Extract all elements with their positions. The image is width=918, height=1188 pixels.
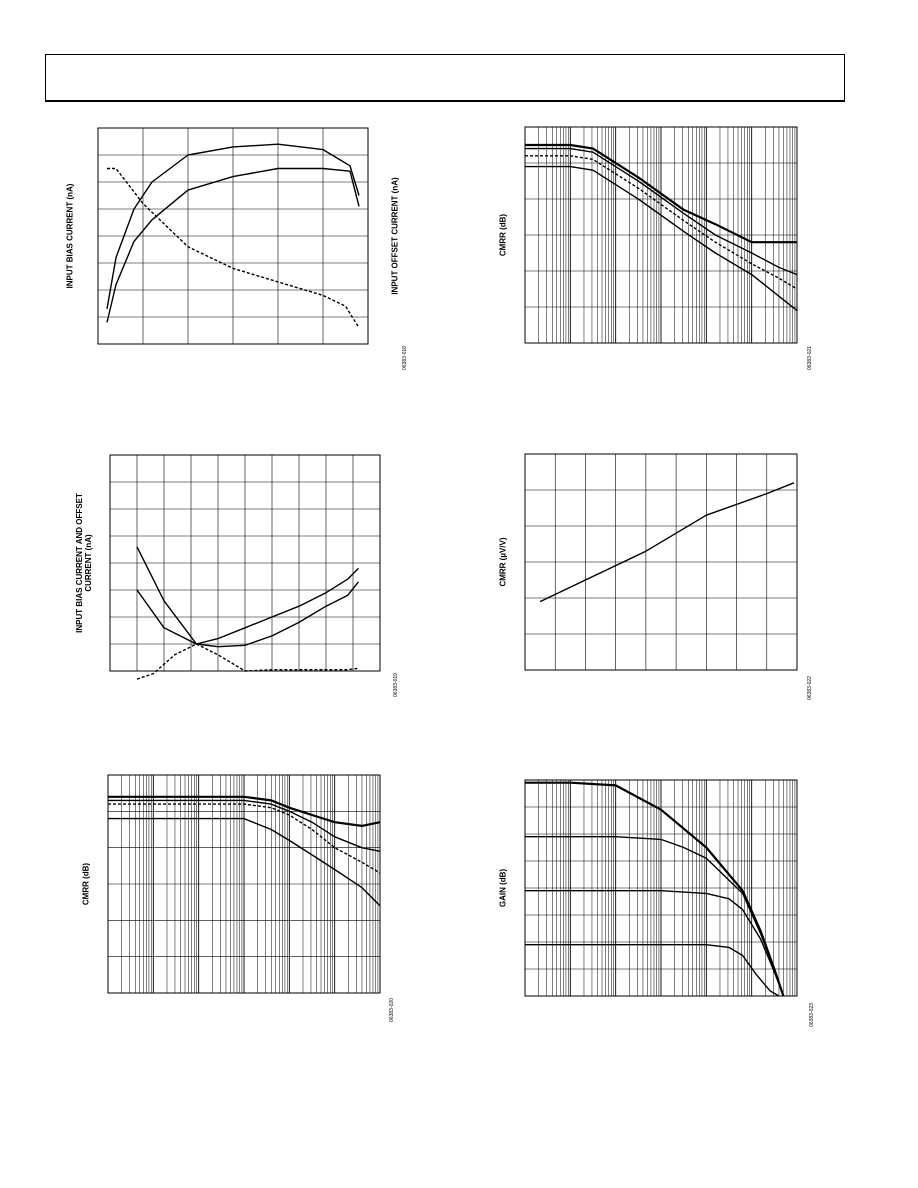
chart-cmrr-uvv bbox=[525, 454, 797, 670]
series-line-3 bbox=[137, 644, 358, 679]
series-line-2 bbox=[137, 582, 358, 647]
chart-5-figure-code: 06383-022 bbox=[807, 676, 813, 700]
chart-6-figure-code: 06383-023 bbox=[809, 1003, 815, 1027]
chart-2-figure-code: 06383-019 bbox=[393, 673, 399, 697]
series-line-1 bbox=[137, 547, 358, 644]
chart-1-figure-code: 06383-018 bbox=[402, 346, 408, 370]
chart-gain-frequency bbox=[525, 780, 797, 996]
chart-cmrr-frequency-2 bbox=[525, 127, 797, 343]
chart-3-figure-code: 06383-020 bbox=[389, 998, 395, 1022]
chart-1-ylabel: INPUT BIAS CURRENT (nA) bbox=[65, 183, 75, 289]
chart-4-ylabel: CMRR (dB) bbox=[498, 213, 508, 257]
chart-1-y2label: INPUT OFFSET CURRENT (nA) bbox=[390, 177, 400, 295]
chart-5-ylabel: CMRR (µV/V) bbox=[498, 537, 508, 587]
chart-4-figure-code: 06383-021 bbox=[807, 346, 813, 370]
chart-2-ylabel: INPUT BIAS CURRENT AND OFFSET CURRENT (nA) bbox=[75, 493, 93, 633]
chart-input-bias-current bbox=[98, 128, 368, 344]
chart-6-ylabel: GAIN (dB) bbox=[498, 868, 508, 908]
chart-3-ylabel: CMRR (dB) bbox=[81, 862, 91, 906]
chart-bias-offset-current bbox=[110, 455, 380, 671]
chart-cmrr-frequency-1 bbox=[108, 775, 380, 993]
page-header-box bbox=[45, 54, 845, 102]
series-line-1 bbox=[540, 483, 794, 602]
